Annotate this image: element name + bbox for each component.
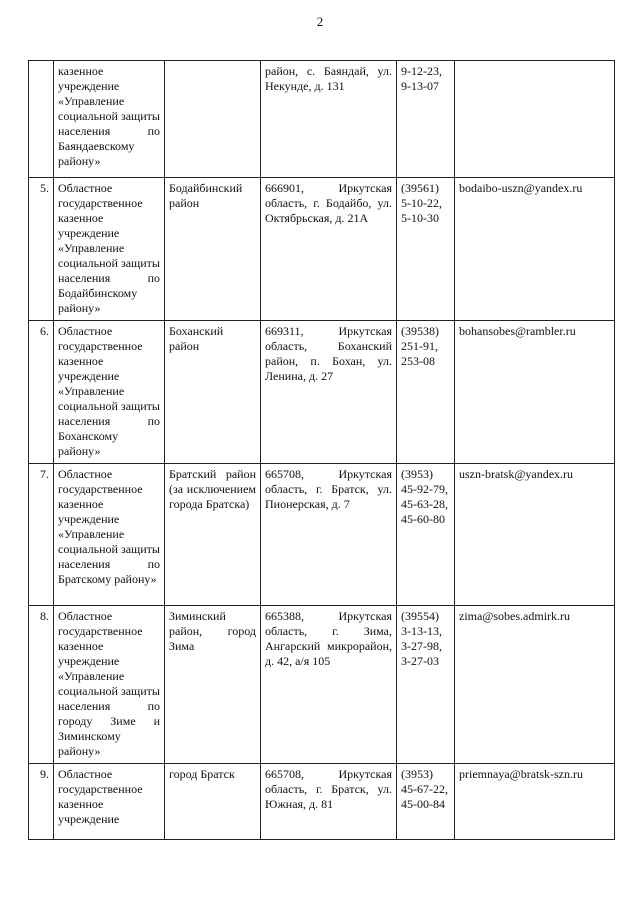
district-name: Братский район (за исключением города Братска) <box>165 464 261 606</box>
phone-numbers: (3953) 45-67-22, 45-00-84 <box>397 764 455 840</box>
offices-table <box>28 60 615 840</box>
institution-name: Областное государственное казенное учреждение «Управление социальной защиты населения по Боханскому району» <box>54 321 165 464</box>
phone-numbers: 9-12-23, 9-13-07 <box>397 61 455 178</box>
institution-name: Областное государственное казенное учреждение «Управление социальной защиты населения по Бодайбинскому району» <box>54 178 165 321</box>
email-address: uszn-bratsk@yandex.ru <box>455 464 615 606</box>
row-number: 7. <box>29 464 54 606</box>
row-number: 6. <box>29 321 54 464</box>
phone-numbers: (39554) 3-13-13, 3-27-98, 3-27-03 <box>397 606 455 764</box>
district-name: Боханский район <box>165 321 261 464</box>
institution-name: казенное учреждение «Управление социальной защиты населения по Баяндаевскому району» <box>54 61 165 178</box>
postal-address: район, с. Баяндай, ул. Некунде, д. 131 <box>261 61 397 178</box>
phone-numbers: (39561) 5-10-22, 5-10-30 <box>397 178 455 321</box>
table-row <box>29 764 615 840</box>
institution-name: Областное государственное казенное учреждение <box>54 764 165 840</box>
postal-address: 666901, Иркутская область, г. Бодайбо, ул. Октябрьская, д. 21А <box>261 178 397 321</box>
district-name <box>165 61 261 178</box>
email-address: bodaibo-uszn@yandex.ru <box>455 178 615 321</box>
table-row <box>29 606 615 764</box>
email-address: priemnaya@bratsk-szn.ru <box>455 764 615 840</box>
district-name: город Братск <box>165 764 261 840</box>
institution-name: Областное государственное казенное учреждение «Управление социальной защиты населения по Братскому району» <box>54 464 165 606</box>
district-name: Зиминский район, город Зима <box>165 606 261 764</box>
phone-numbers: (39538) 251-91, 253-08 <box>397 321 455 464</box>
postal-address: 665708, Иркутская область, г. Братск, ул. Южная, д. 81 <box>261 764 397 840</box>
postal-address: 665388, Иркутская область, г. Зима, Ангарский микрорайон, д. 42, а/я 105 <box>261 606 397 764</box>
table-row <box>29 464 615 606</box>
table-row <box>29 178 615 321</box>
table-row <box>29 61 615 178</box>
row-number: 5. <box>29 178 54 321</box>
page-number: 2 <box>316 14 324 29</box>
row-number: 9. <box>29 764 54 840</box>
row-number: 8. <box>29 606 54 764</box>
phone-numbers: (3953) 45-92-79, 45-63-28, 45-60-80 <box>397 464 455 606</box>
institution-name: Областное государственное казенное учреждение «Управление социальной защиты населения по городу Зиме и Зиминскому району» <box>54 606 165 764</box>
email-address: zima@sobes.admirk.ru <box>455 606 615 764</box>
district-name: Бодайбинский район <box>165 178 261 321</box>
table-row <box>29 321 615 464</box>
email-address: bohansobes@rambler.ru <box>455 321 615 464</box>
email-address <box>455 61 615 178</box>
postal-address: 669311, Иркутская область, Боханский район, п. Бохан, ул. Ленина, д. 27 <box>261 321 397 464</box>
postal-address: 665708, Иркутская область, г. Братск, ул. Пионерская, д. 7 <box>261 464 397 606</box>
row-number <box>29 61 54 178</box>
